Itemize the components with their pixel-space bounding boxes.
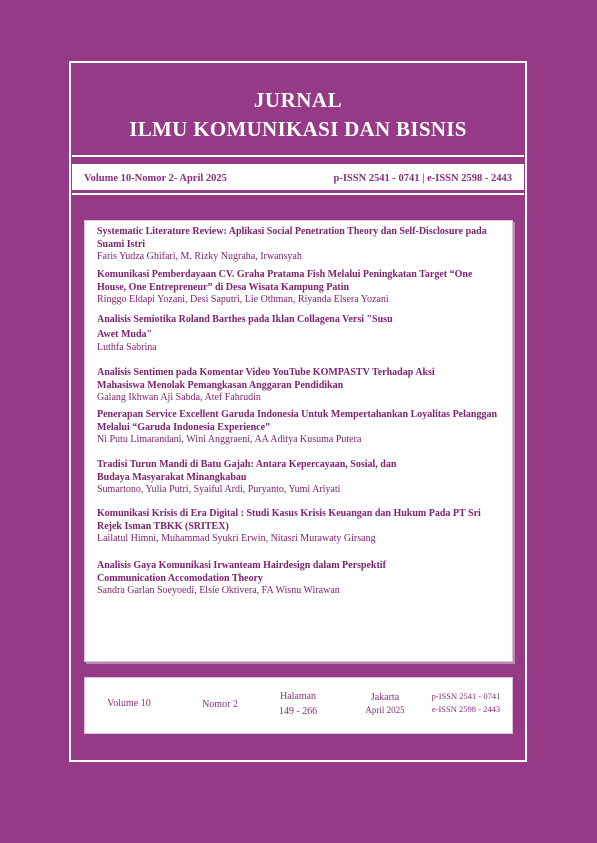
- journal-title-line2: ILMU KOMUNIKASI DAN BISNIS: [129, 117, 467, 141]
- footer-p-issn: p-ISSN 2541 - 0741: [431, 691, 501, 701]
- journal-title-block: [72, 64, 524, 157]
- article-entry: [97, 269, 502, 307]
- article-title: Komunikasi Krisis di Era Digital : Studi Kasus Krisis Keuangan dan Hukum Pada PT Sri Rejek Isman TBKK (SRITEX): [97, 508, 481, 532]
- issn-info: p-ISSN 2541 - 0741 | e-ISSN 2598 - 2443: [333, 173, 512, 184]
- table-of-contents: [84, 220, 513, 662]
- article-authors: Ringgo Eldapi Yozani, Desi Saputri, Lie Othman, Riyanda Elsera Yozani: [97, 294, 389, 305]
- article-entry: [97, 366, 502, 405]
- article-title: Analisis Semiotika Roland Barthes pada Iklan Collagena Versi "Susu Awet Muda": [97, 314, 393, 340]
- journal-title-line1: JURNAL: [253, 88, 343, 112]
- article-authors: Galang Ikhwan Aji Sabda, Atef Fahrudin: [97, 392, 261, 403]
- article-title: Analisis Gaya Komunikasi Irwanteam Hairdesign dalam Perspektif Communication Accomodation Theory: [97, 560, 386, 584]
- footer-halaman-label: Halaman: [279, 691, 317, 702]
- article-entry: [97, 226, 502, 264]
- footer-info-box: [84, 677, 513, 734]
- footer-e-issn: e-ISSN 2598 - 2443: [431, 704, 501, 714]
- footer-volume: Volume 10: [107, 698, 151, 709]
- divider: [72, 193, 524, 195]
- article-authors: Ni Putu Limarandani, Wini Anggraeni, AA Aditya Kusuma Putera: [97, 434, 362, 445]
- article-authors: Sumartono, Yulia Putri, Syaiful Ardi, Puryanto, Yumi Ariyati: [97, 484, 341, 495]
- footer-date: April 2025: [365, 705, 405, 715]
- article-entry: [97, 312, 502, 355]
- article-title: Penerapan Service Excellent Garuda Indonesia Untuk Mempertahankan Loyalitas Pelanggan Melalui “Garuda Indonesia Experience”: [97, 409, 498, 433]
- article-authors: Lailatul Himni, Muhammad Syukri Erwin, Nitasri Murawaty Girsang: [97, 533, 376, 544]
- article-entry: [97, 409, 502, 447]
- article-title: Systematic Literature Review: Aplikasi Social Penetration Theory dan Self-Disclosure pada Suami Istri: [97, 226, 487, 250]
- issue-volume: Volume 10-Nomor 2- April 2025: [84, 173, 227, 184]
- article-authors: Luthfa Sabrina: [97, 342, 157, 353]
- footer-halaman-value: 149 - 266: [278, 706, 318, 717]
- article-title: Tradisi Turun Mandi di Batu Gajah: Antara Kepercayaan, Sosial, dan Budaya Masyarakat Minangkabau: [97, 459, 397, 483]
- article-entry: [97, 458, 502, 497]
- article-authors: Sandra Garlan Soeyoedi, Elsie Oktivera, FA Wisnu Wirawan: [97, 585, 340, 596]
- article-title: Komunikasi Pemberdayaan CV. Graha Pratama Fish Melalui Peningkatan Target “One House, One Entrepreneur” di Desa Wisata Kampung Patin: [97, 269, 473, 293]
- footer-nomor: Nomor 2: [202, 699, 238, 710]
- issue-info-strip: [72, 163, 524, 190]
- article-entry: [97, 508, 502, 546]
- article-entry: [97, 560, 502, 598]
- article-title: Analisis Sentimen pada Komentar Video YouTube KOMPASTV Terhadap Aksi Mahasiswa Menolak Pemangkasan Anggaran Pendidikan: [97, 367, 435, 391]
- footer-city: Jakarta: [370, 692, 400, 703]
- article-authors: Faris Yudza Ghifari, M. Rizky Nugraha, Irwansyah: [97, 251, 302, 262]
